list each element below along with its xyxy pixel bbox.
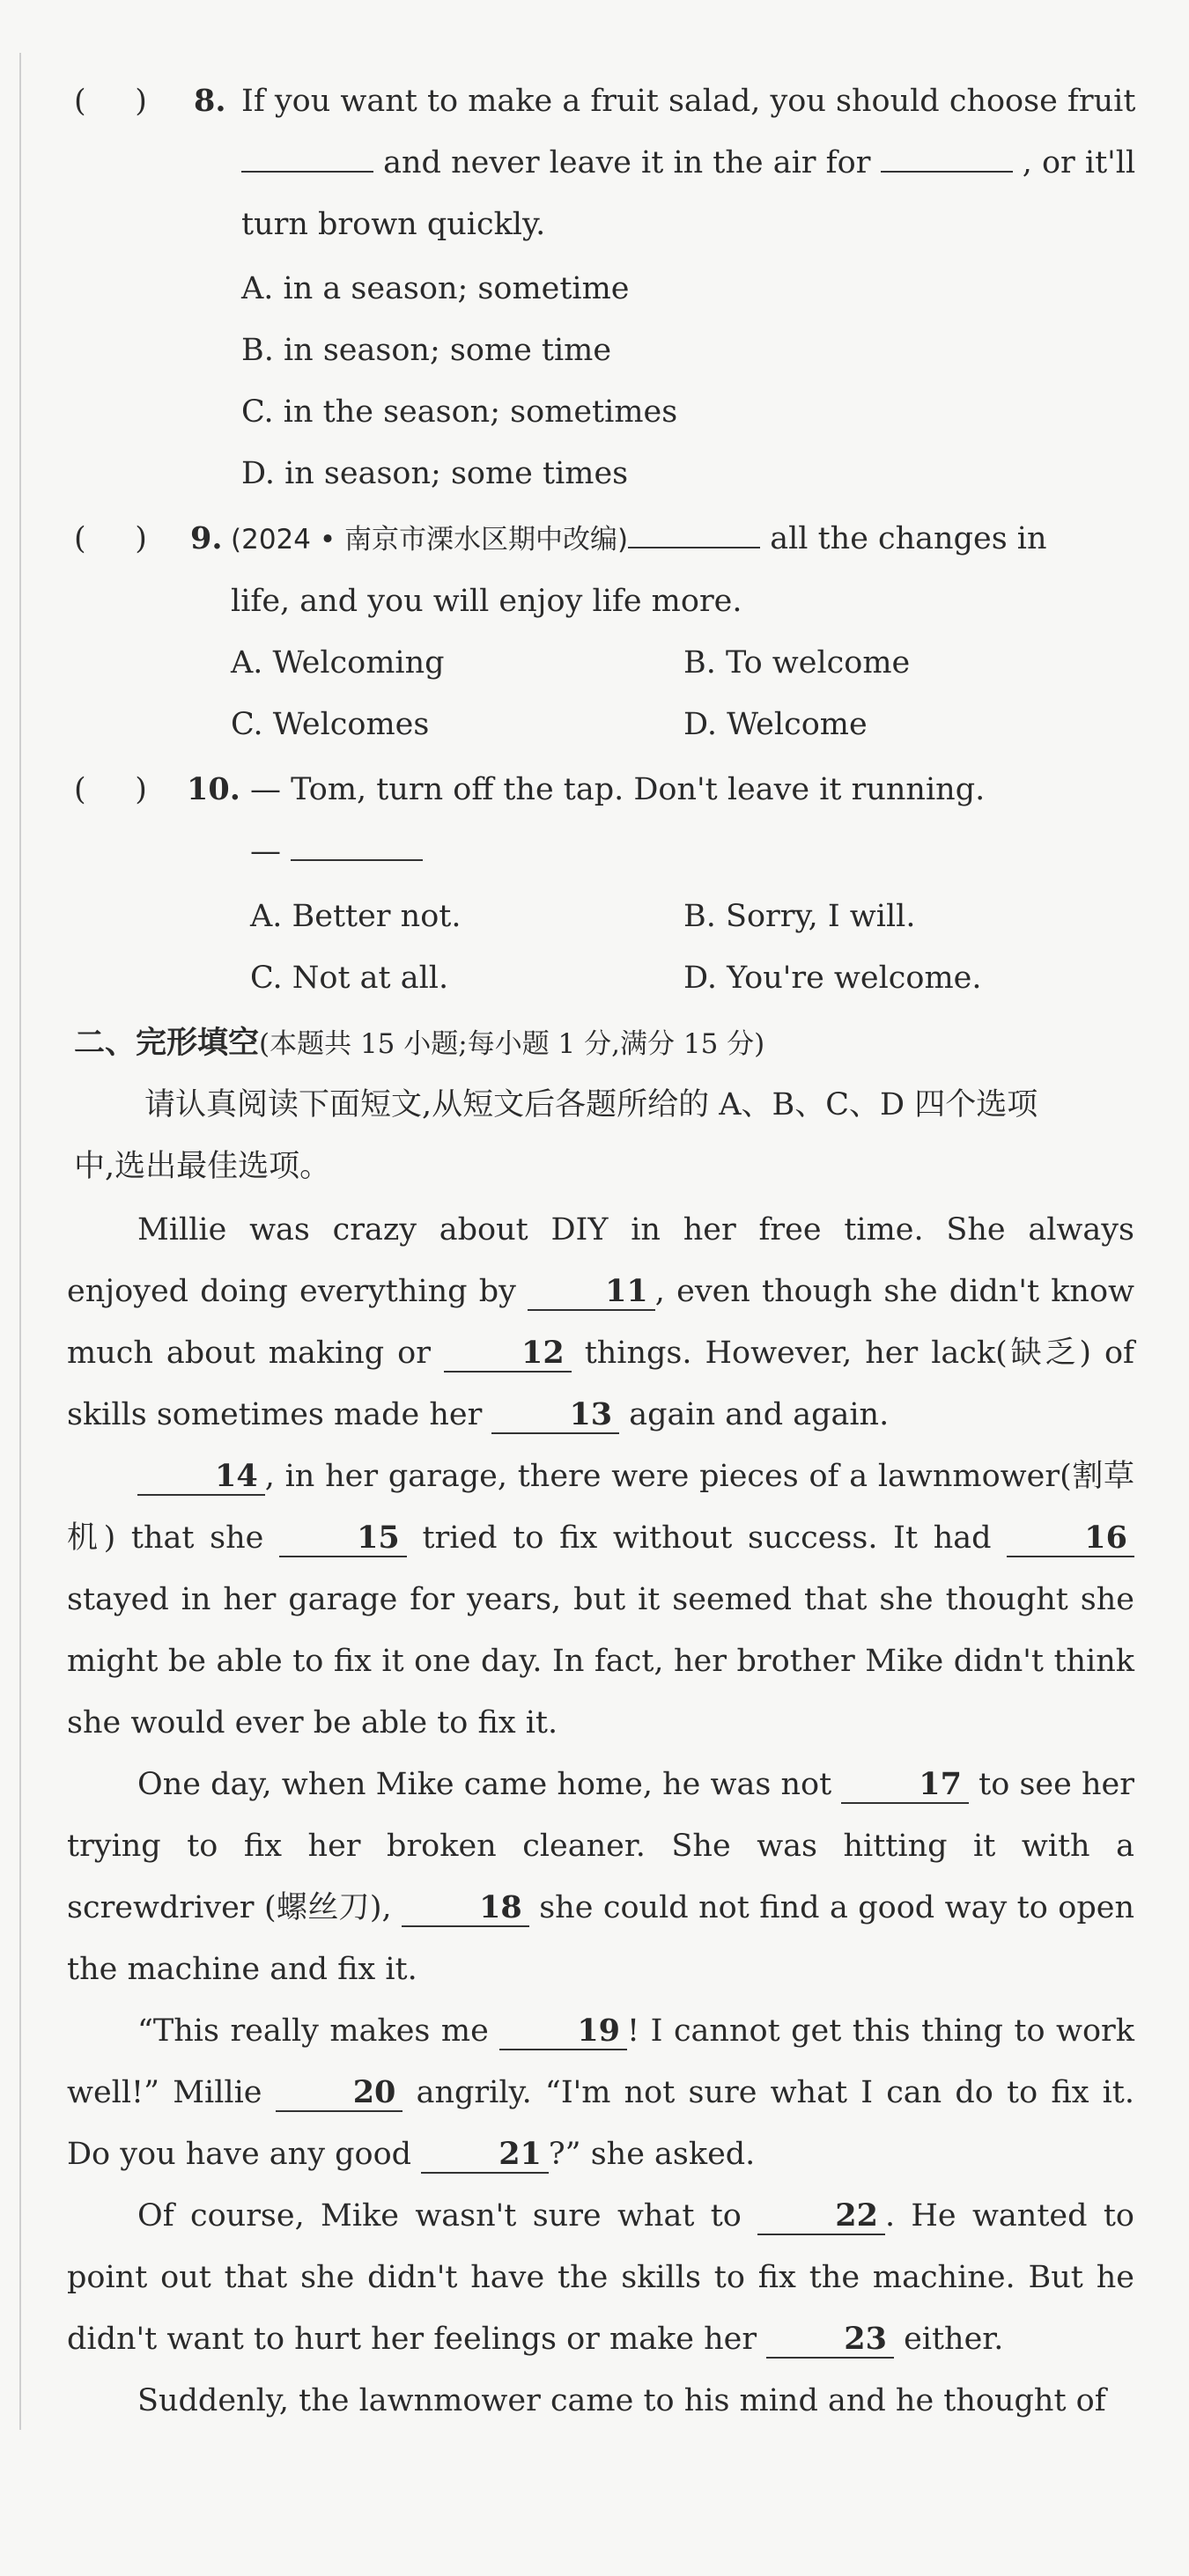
gap-15[interactable]: 15 (279, 1520, 407, 1557)
source-note: (2024 • 南京市溧水区期中改编) (231, 524, 629, 556)
text: to see her trying to fix her broken cleaner. She was hitting it with a screwdriver (螺丝刀), (67, 1767, 1134, 1925)
section-subtitle: (本题共 15 小题;每小题 1 分,满分 15 分) (259, 1028, 765, 1060)
answer-blank[interactable] (291, 835, 423, 861)
answer-paren[interactable]: ( ) (74, 84, 147, 119)
text: Millie was crazy about DIY in her free time. She always enjoyed doing everything by (67, 1212, 1134, 1309)
option-b[interactable]: B. in season; some time (241, 333, 612, 368)
text: , in her garage, there were pieces of a lawnmower(割草机) that she (67, 1459, 1134, 1556)
answer-blank[interactable] (241, 146, 373, 173)
text: . He wanted to point out that she didn't have the skills to fix the machine. But he didn't want to hurt her feelings or make her (67, 2198, 1134, 2357)
cloze-passage (67, 1199, 1134, 2432)
option-c[interactable]: C. Not at all. (250, 960, 449, 996)
paragraph-2 (67, 1446, 1134, 1754)
option-a[interactable]: A. Welcoming (231, 645, 445, 681)
answer-blank[interactable] (628, 522, 760, 548)
answer-paren[interactable]: ( ) (74, 772, 147, 807)
text: Suddenly, the lawnmower came to his mind and he thought of (137, 2383, 1106, 2418)
stem-text: all the changes in (770, 521, 1047, 556)
gap-23[interactable]: 23 (766, 2322, 894, 2359)
stem-line: turn brown quickly. (241, 207, 546, 242)
paragraph-1 (67, 1199, 1134, 1446)
gap-11[interactable]: 11 (528, 1274, 655, 1311)
text: One day, when Mike came home, he was not (137, 1767, 842, 1802)
text: ?” she asked. (548, 2137, 756, 2172)
gap-20[interactable]: 20 (276, 2075, 403, 2112)
question-number: 10. (187, 771, 240, 807)
gap-13[interactable]: 13 (491, 1397, 619, 1434)
text: angrily. “I'm not sure what I can do to fix it. Do you have any good (67, 2075, 1134, 2172)
option-d[interactable]: D. Welcome (683, 707, 868, 742)
gap-21[interactable]: 21 (421, 2137, 549, 2174)
text: ! I cannot get this thing to work well!” Millie (67, 2013, 1135, 2110)
text: stayed in her garage for years, but it seemed that she thought she might be able to fix it one day. In fact, her brother Mike didn't think she would ever be able to fix it. (67, 1582, 1134, 1741)
instruction-line: 中,选出最佳选项。 (74, 1149, 331, 1184)
stem-line (250, 821, 1136, 882)
option-a[interactable]: A. Better not. (250, 899, 462, 934)
gap-19[interactable]: 19 (499, 2013, 627, 2050)
option-c[interactable]: C. in the season; sometimes (241, 394, 678, 430)
option-c[interactable]: C. Welcomes (231, 707, 430, 742)
paragraph-6 (67, 2370, 1134, 2432)
stem-line: — Tom, turn off the tap. Don't leave it running. (250, 772, 986, 807)
gap-14[interactable]: 14 (137, 1459, 265, 1496)
question-stem (241, 70, 1136, 255)
text: she could not find a good way to open the machine and fix it. (67, 1890, 1134, 1987)
question-stem (231, 508, 1136, 632)
stem-line: life, and you will enjoy life more. (231, 584, 742, 619)
gap-12[interactable]: 12 (444, 1336, 572, 1373)
stem-line (241, 132, 1136, 194)
text: things. However, her lack(缺乏) of skills sometimes made her (67, 1336, 1134, 1432)
stem-line: If you want to make a fruit salad, you should choose fruit (241, 84, 1136, 119)
text: Of course, Mike wasn't sure what to (137, 2198, 758, 2234)
text: either. (893, 2322, 1004, 2357)
option-d[interactable]: D. in season; some times (241, 456, 629, 491)
text: , even though she didn't know much about making or (67, 1274, 1134, 1371)
question-9 (74, 508, 1136, 632)
option-a[interactable]: A. in a season; sometime (241, 271, 630, 306)
section-title: 二、完形填空 (74, 1026, 260, 1061)
text: tried to fix without success. It had (406, 1520, 1008, 1556)
answer-blank[interactable] (881, 146, 1013, 173)
gap-22[interactable]: 22 (757, 2198, 885, 2235)
question-number: 8. (194, 83, 226, 119)
margin-rule (19, 53, 21, 2430)
option-b[interactable]: B. To welcome (683, 645, 911, 681)
section-heading (74, 1012, 764, 1075)
stem-text: and never leave it in the air for (383, 145, 871, 180)
paragraph-5 (67, 2185, 1134, 2370)
option-b[interactable]: B. Sorry, I will. (683, 899, 916, 934)
answer-paren[interactable]: ( ) (74, 521, 147, 556)
gap-18[interactable]: 18 (402, 1890, 529, 1927)
paragraph-3 (67, 1754, 1134, 2000)
gap-17[interactable]: 17 (841, 1767, 969, 1804)
question-8 (74, 70, 1136, 255)
dash: — (250, 834, 281, 869)
stem-text: , or it'll (1022, 145, 1136, 180)
question-number: 9. (190, 520, 223, 556)
question-stem (250, 759, 1136, 882)
paragraph-4 (67, 2000, 1134, 2185)
gap-16[interactable]: 16 (1007, 1520, 1134, 1557)
instruction-line: 请认真阅读下面短文,从短文后各题所给的 A、B、C、D 四个选项 (144, 1087, 1038, 1122)
question-10 (74, 759, 1136, 882)
stem-line (231, 508, 1136, 570)
text: “This really makes me (137, 2013, 500, 2049)
option-d[interactable]: D. You're welcome. (683, 960, 982, 996)
text: again and again. (619, 1397, 890, 1432)
